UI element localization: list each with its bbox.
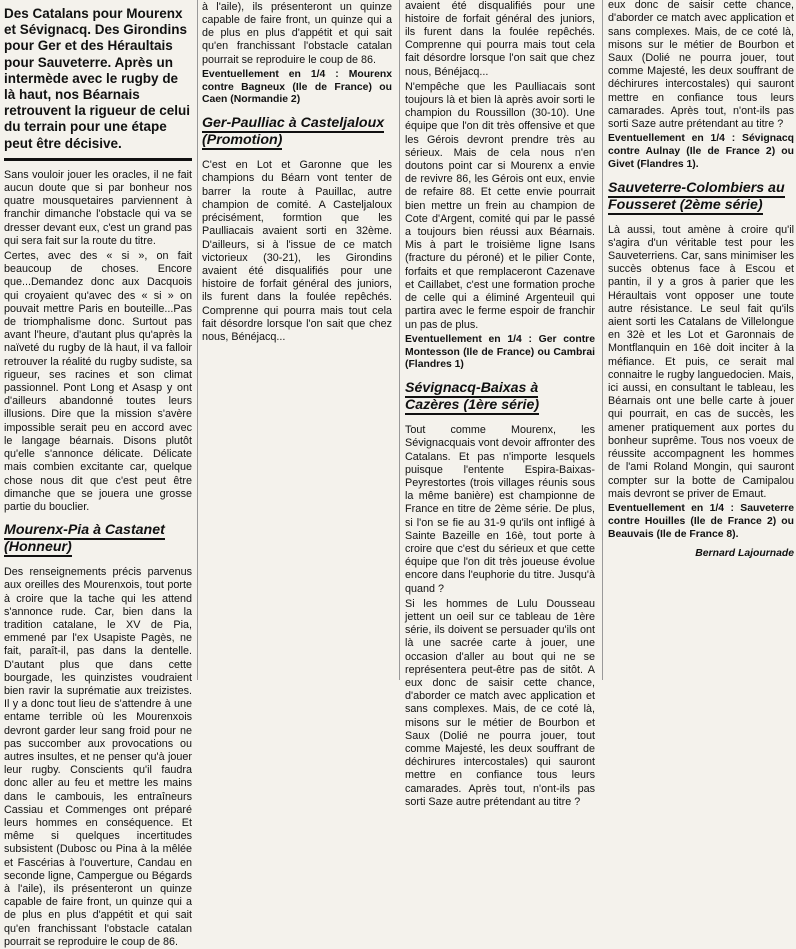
column-rule (399, 0, 400, 680)
column-3 (405, 0, 595, 808)
sevignacq-paragraph-cont: eux donc de saisir cette chance, d'aborder ce match avec application et sans complexes. Mais, de ce coté là, misons sur le métier de Bourbon et Saux (Dolié ne pourra jouer, tout comme Majesté, les deux souffrant de déchirures intercostales) qui sauront mettre en confiance tous leurs camarades. Après tout, n'ont-ils pas sorti Saze autre prétendant au titre ? (608, 0, 794, 131)
column-rule (602, 0, 603, 680)
sevignacq-paragraph: Tout comme Mourenx, les Sévignacquais vont devoir affronter des Catalans. Et pas n'importe lesquels puisque l'entente Espira-Baixas-Peyrestortes (trois villages réunis sous la même banière) est championne de France en titre de 2ème série. De plus, si l'on se fie au 31-9 qu'ils ont infligé à Sainte Bazeille en 16è, tout porte à croire que c'est du sérieux et que cette équipe que l'on dit très joueuse évolue encore dans l'euphorie du titre. Jusqu'à quand ? (405, 424, 595, 595)
column-1 (4, 0, 192, 948)
ger-paragraph: N'empêche que les Paulliacais sont toujours là et bien là après avoir sorti le champion du Roussillon (30-10). Une équipe que l'on dit très offensive et que les Gérois devront prendre très au sérieux. Mais de cela nous n'en doutons point car si Mourenx a envie de revivre 86, les Gérois ont eux, envie de refaire 88. Et cette envie pourrait bien mettre un frein au champion de Cote d'Argent, comité qui par le passé a toujours bien réussi aux Béarnais. Mis à part le troisième ligne Isans (fracture du péroné) et le pilier Conte, forfaits et que remplaceront Cazenave et Caillabet, c'est une formation proche de celle qui a éliminé Argenteuil qui partira avec le ferme espoir de franchir un pas de plus. (405, 80, 595, 331)
ger-paragraph: C'est en Lot et Garonne que les champions du Béarn vont tenter de barrer la route à Pauillac, autre champion de comité. A Casteljaloux précisément, formtion que les Paulliacais avaient sorti en 32ème. D'ailleurs, si à l'issue de ce match victorieux (30-21), les Girondins avaient été disqualifiés pour une histoire de forfait général des juniors, ils furent dans la foulée repêchés. Comprenne qui pourra mais tout cela fait désordre lorsque l'on sait que chez nous, Bénéjacq... (202, 159, 392, 343)
section-heading-sauveterre: Sauveterre-Colombiers au Fousseret (2ème série) (608, 179, 785, 213)
mourenx-fixture: Eventuellement en 1/4 : Mourenx contre Bagneux (Ile de France) ou Caen (Normandie 2) (202, 68, 392, 106)
section-heading-sevignacq: Sévignacq-Baixas à Cazères (1ère série) (405, 380, 540, 414)
column-2 (202, 0, 392, 680)
intro-paragraph: Certes, avec des « si », on fait beaucoup de choses. Encore que...Demandez donc aux Dacquois qui croyaient qu'avec des « si » on pouvait mettre Paris en bouteille...Pas de triomphalisme donc. Surtout pas avant l'heure, d'autant plus qu'après la naïveté du rugby de là haut, il va falloir retrouver la réalité du rugby sudiste, sa rigueur, ses racines et son climat passionnel. Pont Long et Asasp y ont d'ailleurs abandonné toutes leurs illusions. Dire que la mission s'avère impossible serait peu en accord avec le langage béarnais. Disons plutôt qu'elle s'annonce délicate. Délicate mais combien excitante car, quelque chose nous dit que c'est peut être dimanche que se jouera une grosse partie du bouclier. (4, 250, 192, 513)
sevignacq-fixture: Eventuellement en 1/4 : Sévignacq contre Aulnay (Ile de France 2) ou Givet (Flandres 1). (608, 133, 794, 170)
article-lead: Des Catalans pour Mourenx et Sévignacq. Des Girondins pour Ger et des Héraultais pour Sauveterre. Après un intermède avec le rugby de là haut, nos Béarnais retrouvent la rigueur de celui du terrain pour une étape peut être décisive. (4, 6, 191, 151)
sauveterre-fixture: Eventuellement en 1/4 : Sauveterre contre Houilles (Ile de France 2) ou Beauvais (Ile de France 8). (608, 502, 794, 540)
ger-fixture: Eventuellement en 1/4 : Ger contre Montesson (Ile de France) ou Cambrai (Flandres 1) (405, 333, 595, 371)
mourenx-paragraph-cont: à l'aile), ils présenteront un quinze capable de faire front, un quinze qui a de plus en plus d'appétit et qui sait qu'en franchissant l'obstacle catalan pourrait se reproduire le coup de 86. (202, 0, 392, 66)
intro-paragraph: Sans vouloir jouer les oracles, il ne fait aucun doute que si par bonheur nos quatre mousquetaires parviennent à franchir dimanche l'obstacle qui va se dresser devant eux, c'est un grand pas qui sera fait sur la route du titre. (4, 168, 192, 247)
section-heading-mourenx: Mourenx-Pia à Castanet (Honneur) (4, 522, 165, 556)
mourenx-paragraph-start: Des renseignements précis parvenus aux oreilles des Mourenxois, tout porte à croire que la tache qui les attend s'annonce rude. Car, bien dans la tradition catalane, le XV de Pia, emmené par l'ex Usapiste Pagès, ne fait, paraît-il, pas dans la dentelle. D'autant plus que dans cette bourgade, les quinzistes voudraient bien ravir la suprématie aux treizistes. Il y a donc tout lieu de s'attendre à une entame terrible où les Mourenxois devront garder leur sang froid pour ne pas succomber aux provocations ou autres insultes, et ne penser qu'à jouer leur rugby. Conscients qu'il faudra donc aller au feu et mettre les mains dans le cambouis, les entraîneurs Cassiau et Commenges ont préparé leurs hommes en conséquence. Et même si quelques incertitudes subsistent (Dubosc ou Pina à la mêlée et Fascérias à l'ouverture, Candau en seconde ligne, Campergue ou Bégards à l'aile), ils présenteront un quinze capable de faire front, un quinze qui a de plus en plus d'appétit et qui sait qu'en franchissant l'obstacle catalan pourrait se reproduire le coup de 86. (4, 566, 192, 948)
column-rule (197, 0, 198, 680)
column-4 (608, 0, 794, 680)
author-signature: Bernard Lajournade (695, 548, 794, 560)
sevignacq-paragraph: Si les hommes de Lulu Dousseau jettent un oeil sur ce tableau de 1ère série, ils doivent se persuader qu'ils ont là une sacrée carte à jouer, une occasion d'aller au bout qui ne se représentera peut-être pas de sitôt. A eux donc de saisir cette chance, d'aborder ce match avec application et sans complexes. Mais, de ce coté là, misons sur le métier de Bourbon et Saux (Dolié ne pourra jouer, tout comme Majesté, les deux souffrant de déchirures intercostales) qui sauront mettre en confiance tous leurs camarades. Après tout, n'ont-ils pas sorti Saze autre prétendant au titre ? (405, 597, 595, 808)
section-heading-ger: Ger-Paulliac à Casteljaloux (Promotion) (202, 115, 385, 149)
sauveterre-paragraph: Là aussi, tout amène à croire qu'il s'agira d'un véritable test pour les Sauveterriens. Car, sans minimiser les succès obtenus face à Escou et pantin, il y a gros à parier que les Héraultais vont opposer une toute autre résistance. Le seul fait qu'ils aient sorti les Catalans de Villelongue en 32è et les Lot et Garonnais de Montflanquin en 16è doit inciter à la méfiance. Et puis, ce serait mal connaitre le rugby languedocien. Mais, ici aussi, en consultant le tableau, les Béarnais ont une belle carte à jouer qui pourrait, en cas de succès, les amener pratiquement aux portes du bonheur suprême. Tous nos voeux de réussite accompagnent les hommes de l'ami Roland Mongin, qui sauront compter sur la botte de Camipalou mais devront se priver de Emaut. (608, 223, 794, 500)
ger-paragraph-cont: avaient été disqualifiés pour une histoire de forfait général des juniors, ils furent dans la foulée repêchés. Comprenne qui pourra mais tout cela fait désordre lorsque l'on sait que chez nous, Bénéjacq... (405, 0, 595, 78)
lead-divider (4, 158, 192, 161)
